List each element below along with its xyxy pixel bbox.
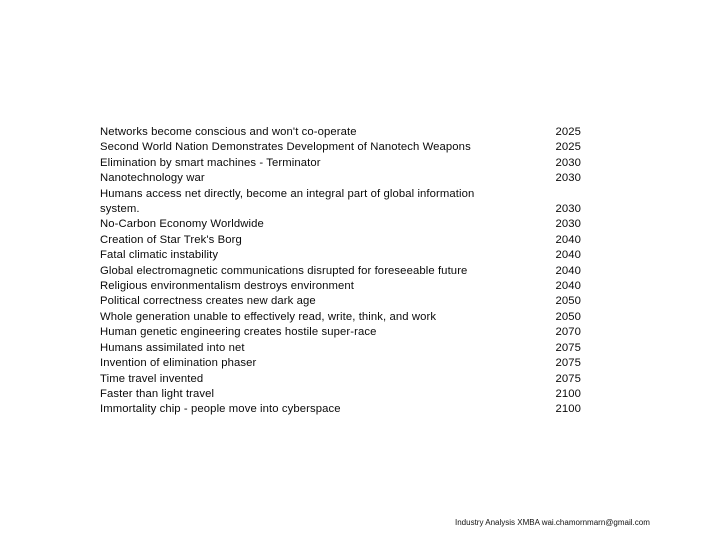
prediction-year: 2025	[555, 126, 581, 138]
prediction-year: 2075	[555, 341, 581, 354]
prediction-year: 2040	[555, 249, 581, 262]
prediction-year: 2030	[555, 218, 581, 231]
list-item	[100, 310, 581, 325]
list-item	[100, 356, 581, 371]
prediction-text: Nanotechnology war	[100, 172, 205, 185]
predictions-list	[100, 125, 581, 418]
list-item	[100, 156, 581, 171]
prediction-year: 2040	[555, 264, 581, 277]
prediction-text: Elimination by smart machines - Terminator	[100, 156, 321, 169]
prediction-text: No-Carbon Economy Worldwide	[100, 218, 264, 231]
prediction-year: 2040	[555, 233, 581, 246]
prediction-text: Time travel invented	[100, 372, 204, 385]
list-item	[100, 171, 581, 186]
prediction-text: Humans access net directly, become an integral part of global information system.	[100, 187, 475, 216]
prediction-year: 2100	[555, 387, 581, 400]
list-item	[100, 341, 581, 356]
list-item	[100, 264, 581, 279]
list-item	[100, 325, 581, 340]
list-item	[100, 248, 581, 263]
list-item	[100, 402, 581, 417]
prediction-year: 2030	[555, 203, 581, 216]
list-item	[100, 279, 581, 294]
prediction-year: 2075	[555, 372, 581, 385]
prediction-text: Global electromagnetic communications disrupted for foreseeable future	[100, 264, 468, 277]
prediction-year: 2100	[555, 403, 581, 416]
list-item	[100, 187, 581, 218]
prediction-year: 2050	[555, 310, 581, 323]
list-item	[100, 387, 581, 402]
prediction-text: Second World Nation Demonstrates Development of Nanotech Weapons	[100, 141, 471, 154]
list-item	[100, 217, 581, 232]
prediction-text: Religious environmentalism destroys environment	[100, 280, 354, 293]
prediction-text: Invention of elimination phaser	[100, 357, 257, 370]
prediction-year: 2050	[555, 295, 581, 308]
prediction-year: 2025	[555, 141, 581, 154]
slide-footer: Industry Analysis XMBA wai.chamornmarn@gmail.com	[455, 518, 650, 527]
list-item	[100, 125, 581, 140]
prediction-text: Fatal climatic instability	[100, 249, 219, 262]
prediction-text: Networks become conscious and won't co-operate	[100, 126, 357, 138]
list-item	[100, 233, 581, 248]
prediction-text: Faster than light travel	[100, 387, 215, 400]
prediction-text: Creation of Star Trek's Borg	[100, 233, 242, 246]
prediction-year: 2075	[555, 357, 581, 370]
list-item	[100, 294, 581, 309]
list-item	[100, 372, 581, 387]
prediction-year: 2070	[555, 326, 581, 339]
prediction-text: Humans assimilated into net	[100, 341, 245, 354]
prediction-year: 2030	[555, 156, 581, 169]
prediction-text: Human genetic engineering creates hostile super-race	[100, 326, 377, 339]
prediction-year: 2030	[555, 172, 581, 185]
list-item	[100, 140, 581, 155]
prediction-text: Immortality chip - people move into cyberspace	[100, 403, 341, 416]
prediction-year: 2040	[555, 280, 581, 293]
prediction-text: Political correctness creates new dark age	[100, 295, 316, 308]
prediction-text: Whole generation unable to effectively read, write, think, and work	[100, 310, 437, 323]
